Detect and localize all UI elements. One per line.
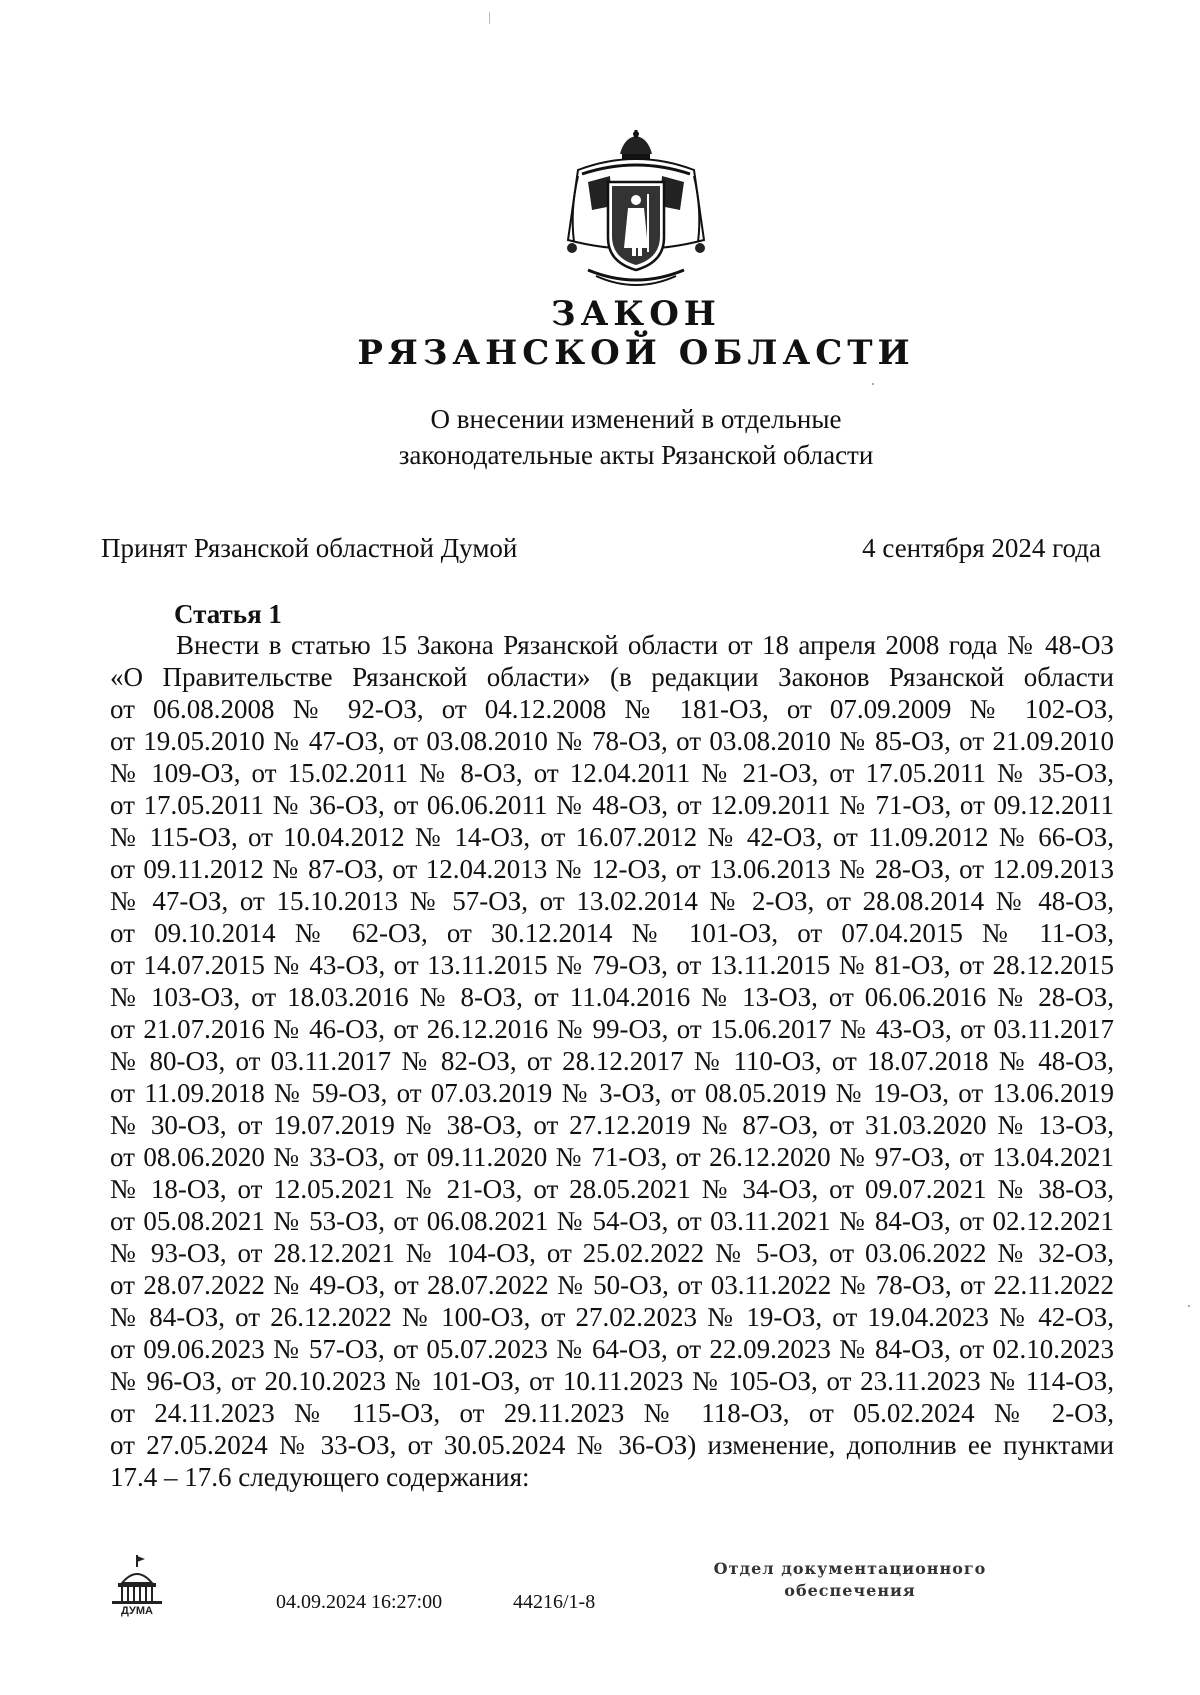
- article-body-line: от 08.06.2020 № 33-ОЗ, от 09.11.2020 № 71-ОЗ, от 26.12.2020 № 97-ОЗ, от 13.04.2021: [110, 1142, 1114, 1172]
- article-body-line: № 96-ОЗ, от 20.10.2023 № 101-ОЗ, от 10.11.2023 № 105-ОЗ, от 23.11.2023 № 114-ОЗ,: [110, 1366, 1114, 1396]
- document-subtitle-line: законодательные акты Рязанской области: [398, 440, 874, 470]
- article-body-line: от 14.07.2015 № 43-ОЗ, от 13.11.2015 № 79-ОЗ, от 13.11.2015 № 81-ОЗ, от 28.12.2015: [110, 950, 1114, 980]
- article-body-line: от 11.09.2018 № 59-ОЗ, от 07.03.2019 № 3-ОЗ, от 08.05.2019 № 19-ОЗ, от 13.06.2019: [110, 1078, 1114, 1108]
- registration-timestamp: 04.09.2024 16:27:00: [276, 1591, 443, 1613]
- article-body-line: Внести в статью 15 Закона Рязанской области от 18 апреля 2008 года № 48-ОЗ: [176, 630, 1114, 660]
- department-stamp-line: Отдел документационного: [713, 1559, 987, 1578]
- article-body-line: № 115-ОЗ, от 10.04.2012 № 14-ОЗ, от 16.07.2012 № 42-ОЗ, от 11.09.2012 № 66-ОЗ,: [110, 822, 1114, 852]
- article-body-line: «О Правительстве Рязанской области» (в редакции Законов Рязанской области: [110, 662, 1114, 692]
- article-body-line: № 47-ОЗ, от 15.10.2013 № 57-ОЗ, от 13.02.2014 № 2-ОЗ, от 28.08.2014 № 48-ОЗ,: [110, 886, 1114, 916]
- duma-logo-text: ДУМА: [121, 1605, 153, 1617]
- adoption-row: [101, 533, 1101, 564]
- adoption-date: 4 сентября 2024 года: [862, 533, 1101, 563]
- document-title: ЗАКОН: [551, 294, 721, 334]
- article-heading: Статья 1: [174, 599, 282, 629]
- scan-artifact: [1188, 1305, 1190, 1307]
- article-body-line: от 19.05.2010 № 47-ОЗ, от 03.08.2010 № 78-ОЗ, от 03.08.2010 № 85-ОЗ, от 21.09.2010: [110, 726, 1114, 756]
- registration-number: 44216/1-8: [513, 1591, 596, 1613]
- article-body-line: от 28.07.2022 № 49-ОЗ, от 28.07.2022 № 50-ОЗ, от 03.11.2022 № 78-ОЗ, от 22.11.2022: [110, 1270, 1114, 1300]
- article-body-line: от 09.10.2014 № 62-ОЗ, от 30.12.2014 № 101-ОЗ, от 07.04.2015 № 11-ОЗ,: [110, 918, 1114, 948]
- article-body-line: от 17.05.2011 № 36-ОЗ, от 06.06.2011 № 48-ОЗ, от 12.09.2011 № 71-ОЗ, от 09.12.2011: [110, 790, 1114, 820]
- document-subtitle-line: О внесении изменений в отдельные: [430, 404, 842, 434]
- article-body-line: от 06.08.2008 № 92-ОЗ, от 04.12.2008 № 181-ОЗ, от 07.09.2009 № 102-ОЗ,: [110, 694, 1114, 724]
- document-title-region: РЯЗАНСКОЙ ОБЛАСТИ: [357, 333, 915, 373]
- article-body-line: № 93-ОЗ, от 28.12.2021 № 104-ОЗ, от 25.02.2022 № 5-ОЗ, от 03.06.2022 № 32-ОЗ,: [110, 1238, 1114, 1268]
- article-body-line: от 24.11.2023 № 115-ОЗ, от 29.11.2023 № 118-ОЗ, от 05.02.2024 № 2-ОЗ,: [110, 1398, 1114, 1428]
- article-body-line: № 80-ОЗ, от 03.11.2017 № 82-ОЗ, от 28.12.2017 № 110-ОЗ, от 18.07.2018 № 48-ОЗ,: [110, 1046, 1114, 1076]
- scan-artifact: [872, 383, 874, 385]
- article-body-line: 17.4 – 17.6 следующего содержания:: [110, 1462, 530, 1492]
- article-body: [110, 629, 1114, 1493]
- ryazan-coat-of-arms-icon: [548, 130, 724, 298]
- article-body-line: № 109-ОЗ, от 15.02.2011 № 8-ОЗ, от 12.04.2011 № 21-ОЗ, от 17.05.2011 № 35-ОЗ,: [110, 758, 1114, 788]
- adopted-by: Принят Рязанской областной Думой: [101, 533, 518, 563]
- article-body-line: № 18-ОЗ, от 12.05.2021 № 21-ОЗ, от 28.05.2021 № 34-ОЗ, от 09.07.2021 № 38-ОЗ,: [110, 1174, 1114, 1204]
- duma-building-icon: [108, 1553, 166, 1617]
- scan-artifact: [489, 12, 490, 24]
- article-body-line: № 103-ОЗ, от 18.03.2016 № 8-ОЗ, от 11.04.2016 № 13-ОЗ, от 06.06.2016 № 28-ОЗ,: [110, 982, 1114, 1012]
- article-body-line: от 05.08.2021 № 53-ОЗ, от 06.08.2021 № 54-ОЗ, от 03.11.2021 № 84-ОЗ, от 02.12.2021: [110, 1206, 1114, 1236]
- article-body-line: от 21.07.2016 № 46-ОЗ, от 26.12.2016 № 99-ОЗ, от 15.06.2017 № 43-ОЗ, от 03.11.2017: [110, 1014, 1114, 1044]
- department-stamp: [700, 1558, 1000, 1602]
- department-stamp-line: обеспечения: [784, 1581, 916, 1600]
- article-body-line: от 09.06.2023 № 57-ОЗ, от 05.07.2023 № 64-ОЗ, от 22.09.2023 № 84-ОЗ, от 02.10.2023: [110, 1334, 1114, 1364]
- article-body-line: № 84-ОЗ, от 26.12.2022 № 100-ОЗ, от 27.02.2023 № 19-ОЗ, от 19.04.2023 № 42-ОЗ,: [110, 1302, 1114, 1332]
- article-body-line: от 09.11.2012 № 87-ОЗ, от 12.04.2013 № 12-ОЗ, от 13.06.2013 № 28-ОЗ, от 12.09.2013: [110, 854, 1114, 884]
- article-body-line: от 27.05.2024 № 33-ОЗ, от 30.05.2024 № 36-ОЗ) изменение, дополнив ее пунктами: [110, 1430, 1114, 1460]
- article-body-line: № 30-ОЗ, от 19.07.2019 № 38-ОЗ, от 27.12.2019 № 87-ОЗ, от 31.03.2020 № 13-ОЗ,: [110, 1110, 1114, 1140]
